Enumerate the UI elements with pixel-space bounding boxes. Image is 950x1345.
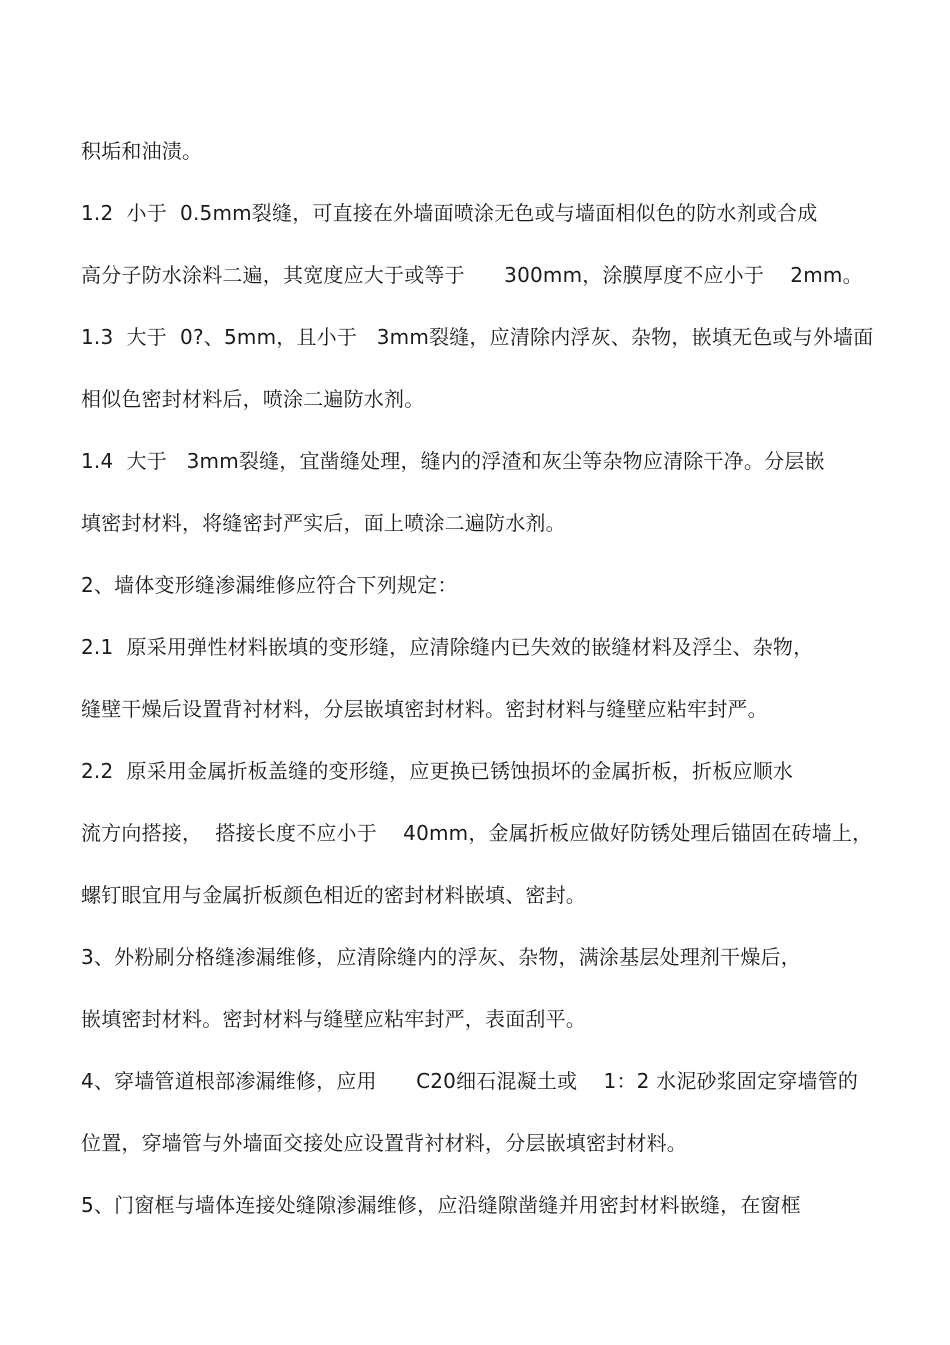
text-line: 缝壁干燥后设置背衬材料，分层嵌填密封材料。密封材料与缝壁应粘牢封严。 bbox=[81, 697, 768, 721]
text-line: 螺钉眼宜用与金属折板颜色相近的密封材料嵌填、密封。 bbox=[81, 883, 586, 907]
text-line: 嵌填密封材料。密封材料与缝壁应粘牢封严，表面刮平。 bbox=[81, 1007, 586, 1031]
text-line: 位置，穿墙管与外墙面交接处应设置背衬材料，分层嵌填密封材料。 bbox=[81, 1131, 687, 1155]
text-line: 1.3 大于 0?、5mm，且小于 3mm裂缝，应清除内浮灰、杂物，嵌填无色或与外墙面 bbox=[81, 325, 874, 349]
text-line: 2、墙体变形缝渗漏维修应符合下列规定： bbox=[81, 573, 458, 597]
text-line: 填密封材料，将缝密封严实后，面上喷涂二遍防水剂。 bbox=[81, 511, 566, 535]
text-line: 1.4 大于 3mm裂缝，宜凿缝处理，缝内的浮渣和灰尘等杂物应清除干净。分层嵌 bbox=[81, 449, 825, 473]
text-line: 5、门窗框与墙体连接处缝隙渗漏维修，应沿缝隙凿缝并用密封材料嵌缝，在窗框 bbox=[81, 1193, 801, 1217]
text-line: 1.2 小于 0.5mm裂缝，可直接在外墙面喷涂无色或与墙面相似色的防水剂或合成 bbox=[81, 201, 818, 225]
text-line: 积垢和油渍。 bbox=[81, 139, 203, 163]
text-line: 2.2 原采用金属折板盖缝的变形缝，应更换已锈蚀损坏的金属折板，折板应顺水 bbox=[81, 759, 794, 783]
text-line: 高分子防水涂料二遍，其宽度应大于或等于 300mm，涂膜厚度不应小于 2mm。 bbox=[81, 263, 863, 287]
text-line: 4、穿墙管道根部渗漏维修，应用 C20细石混凝土或 1：2 水泥砂浆固定穿墙管的 bbox=[81, 1069, 859, 1093]
text-line: 流方向搭接， 搭接长度不应小于 40mm，金属折板应做好防锈处理后锚固在砖墙上， bbox=[81, 821, 873, 845]
text-line: 相似色密封材料后，喷涂二遍防水剂。 bbox=[81, 387, 425, 411]
text-line: 3、外粉刷分格缝渗漏维修，应清除缝内的浮灰、杂物，满涂基层处理剂干燥后， bbox=[81, 945, 801, 969]
text-line: 2.1 原采用弹性材料嵌填的变形缝，应清除缝内已失效的嵌缝材料及浮尘、杂物， bbox=[81, 635, 814, 659]
